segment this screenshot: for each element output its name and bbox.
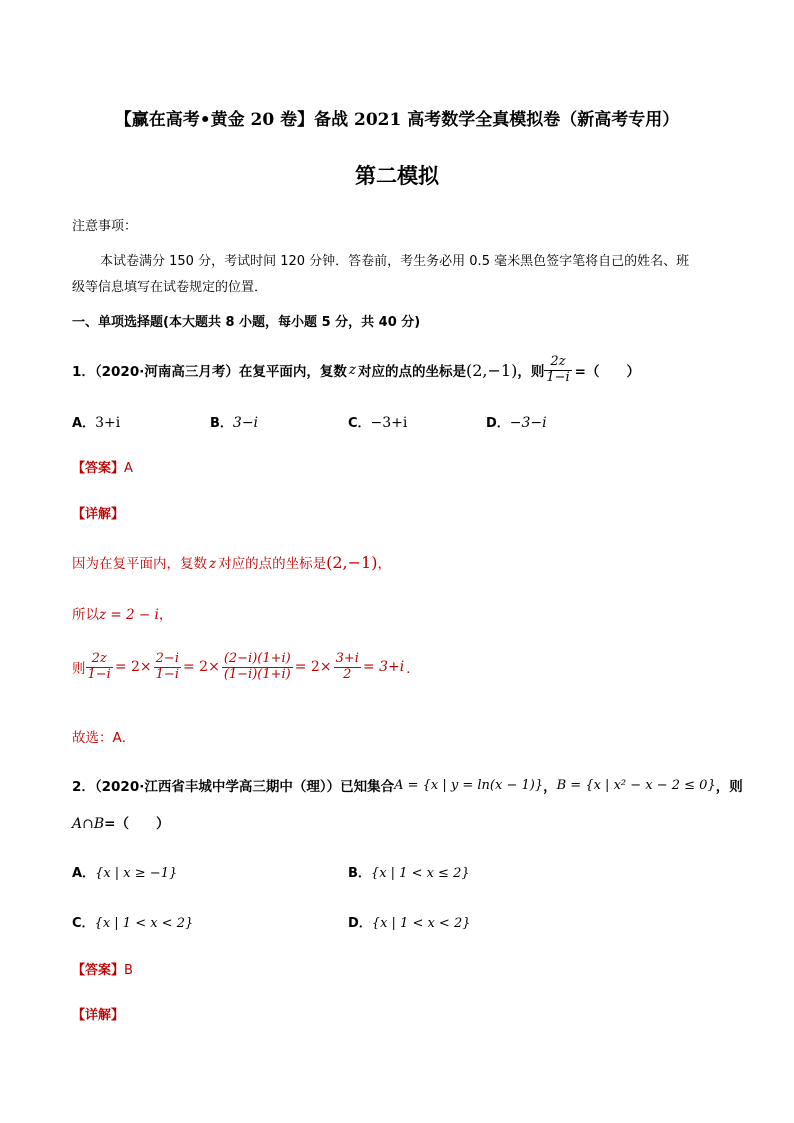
q2-detail-tag: 【详解】 — [72, 1008, 125, 1023]
q2-answer: 【答案】B — [72, 963, 133, 978]
q1-mid: 对应的点的坐标是 — [357, 364, 466, 381]
question-1-stem — [72, 355, 640, 386]
q2-option-c: C．{x | 1 < x < 2} — [72, 916, 194, 931]
q1-fraction — [544, 355, 571, 386]
q2-option-b: B．{x | 1 < x ≤ 2} — [348, 866, 470, 881]
q2-set-b: B = {x | x² − x − 2 ≤ 0} — [556, 777, 716, 793]
notes-heading: 注意事项： — [72, 219, 138, 234]
q2-option-d: D．{x | 1 < x < 2} — [348, 916, 471, 931]
q1-solution-line-3: 则 $\frac{2z}{1-i}$ = 2× $\frac{2-i}{1-i}$ = 2× $\frac{(2-i)(1+i)}{(1-i)(1+i)}$ = 2× $\frac{3+i}{2}$ = 3+i ． — [72, 651, 420, 682]
notes-line-1: 本试卷满分 150 分，考试时间 120 分钟．答卷前，考生务必用 0.5 毫米黑色签字笔将自己的姓名、班 — [100, 254, 690, 269]
notes-line-2: 级等信息填写在试卷规定的位置． — [72, 280, 268, 295]
q1-then: ，则 — [517, 364, 545, 381]
q1-frac-num: 2z — [544, 355, 571, 371]
q1-option-c: C．−3+i — [348, 415, 408, 431]
q1-prefix: 1．（2020·河南高三月考）在复平面内，复数 — [72, 364, 347, 381]
sol3-frac-3: $\frac{(2-i)(1+i)}{(1-i)(1+i)}$ — [223, 651, 291, 682]
q1-detail-tag: 【详解】 — [72, 507, 125, 522]
page-subtitle: 第二模拟 — [355, 163, 439, 188]
q2-option-a: A．{x | x ≥ −1} — [72, 866, 178, 881]
question-2-stem: 2．（2020·江西省丰城中学高三期中（理））已知集合 A = {x | y = ln(x − 1)} ， B = {x | x² − x − 2 ≤ 0} ，则 — [72, 777, 743, 795]
q1-option-d: D．−3−i — [486, 415, 547, 431]
section-heading: 一、单项选择题(本大题共 8 小题，每小题 5 分，共 40 分) — [72, 315, 421, 330]
q1-answer: 【答案】A — [72, 461, 133, 476]
q1-var-z: z — [348, 362, 356, 379]
q1-choose: 故选：A． — [72, 730, 136, 746]
sol3-frac-2: $\frac{2-i}{1-i}$ — [155, 651, 179, 682]
q1-option-a: A．3+i — [72, 415, 121, 431]
page-title: 【赢在高考•黄金 20 卷】备战 2021 高考数学全真模拟卷（新高考专用） — [114, 110, 680, 130]
q1-option-b: B．3−i — [210, 415, 259, 431]
sol3-frac-1: $\frac{2z}{1-i}$ — [87, 651, 111, 682]
q1-solution-line-1: 因为在复平面内，复数 z 对应的点的坐标是(2,−1)， — [72, 553, 391, 572]
q1-suffix: =（ ） — [574, 364, 640, 381]
q1-frac-den: 1−i — [546, 369, 570, 385]
sol3-frac-4: $\frac{3+i}{2}$ — [335, 651, 359, 682]
question-2-line-2: A∩B=（ ） — [72, 816, 170, 832]
q1-solution-line-2: 所以z = 2 − i， — [72, 607, 173, 623]
q2-set-a: A = {x | y = ln(x − 1)} — [394, 777, 544, 793]
q1-coord: (2,−1) — [465, 360, 518, 380]
